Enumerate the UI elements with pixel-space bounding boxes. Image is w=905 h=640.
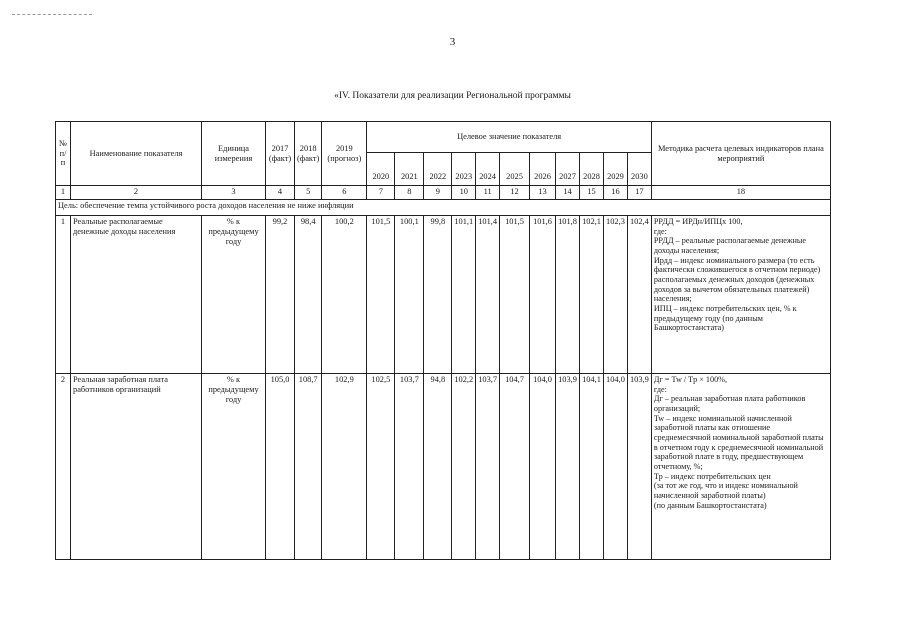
page-number: 3 [449, 36, 456, 48]
column-number: 8 [395, 186, 424, 200]
indicator-name: Реальная заработная плата работников организаций [71, 374, 202, 560]
header-unit: Единица измерения [202, 122, 266, 186]
header-year: 2021 [395, 153, 424, 186]
value-cell: 104,0 [604, 374, 628, 560]
header-num: № п/п [56, 122, 71, 186]
column-number: 14 [556, 186, 580, 200]
column-numbers-row [56, 186, 831, 200]
header-year: 2026 [530, 153, 556, 186]
method-line: Тр – индекс потребительских цен [653, 471, 771, 481]
header-name: Наименование показателя [71, 122, 202, 186]
header-2019: 2019 (прогноз) [322, 122, 367, 186]
method-line: Ирдд – индекс номинального размера (то есть фактически сложившегося в отчетном периоде) располагаемых денежных доходов (денежных доходов за вычетом обязательных платежей) населения; [653, 255, 821, 304]
method-line: Дг = Tw / Tp × 100%, [653, 375, 728, 384]
column-number: 18 [651, 186, 830, 200]
table-row [56, 216, 831, 374]
value-cell: 101,8 [556, 216, 580, 374]
column-number: 17 [627, 186, 651, 200]
method-line: ИПЦ – индекс потребительских цен, % к предыдущему году (по данным Башкортостанстата) [653, 304, 797, 333]
header-year: 2027 [556, 153, 580, 186]
method-line: РРДД – реальные располагаемые денежные доходы населения; [653, 236, 807, 256]
value-cell: 103,9 [627, 374, 651, 560]
value-cell: 101,4 [476, 216, 500, 374]
value-cell: 103,7 [395, 374, 424, 560]
row-number: 2 [56, 374, 71, 560]
header-2018: 2018 (факт) [295, 122, 322, 186]
column-number: 10 [452, 186, 476, 200]
column-number: 2 [71, 186, 202, 200]
method-cell [651, 216, 830, 374]
value-cell: 102,4 [627, 216, 651, 374]
value-cell: 103,7 [476, 374, 500, 560]
row-number: 1 [56, 216, 71, 374]
value-cell: 102,1 [580, 216, 604, 374]
method-line: РРДД = ИРДн/ИПЦх 100, [653, 217, 743, 226]
method-line: (за тот же год, что и индекс номинальной начисленной заработной платы) [653, 481, 798, 501]
value-cell: 108,7 [295, 374, 322, 560]
value-cell: 105,0 [266, 374, 295, 560]
header-row [56, 122, 831, 153]
value-cell: 104,7 [500, 374, 530, 560]
header-year: 2020 [367, 153, 395, 186]
column-number: 3 [202, 186, 266, 200]
header-year: 2028 [580, 153, 604, 186]
header-target: Целевое значение показателя [367, 122, 652, 153]
header-method: Методика расчета целевых индикаторов плана мероприятий [651, 122, 830, 186]
goal-text: Цель: обеспечение темпа устойчивого роста доходов населения не ниже инфляции [56, 200, 831, 216]
value-cell: 101,5 [367, 216, 395, 374]
value-cell: 100,1 [395, 216, 424, 374]
method-line: Tw – индекс номинальной начисленной заработной платы как отношение среднемесячной номинальной заработной платы в отчетном году к среднемесячной номинальной заработной плате в году, предшествующем отчетному, %; [653, 413, 824, 472]
scan-mark [12, 14, 92, 17]
header-2017: 2017 (факт) [266, 122, 295, 186]
section-title: «IV. Показатели для реализации Региональной программы [334, 91, 571, 101]
header-year: 2022 [424, 153, 452, 186]
method-line: где: [653, 226, 667, 236]
value-cell: 104,1 [580, 374, 604, 560]
goal-row [56, 200, 831, 216]
method-line: Дг – реальная заработная плата работников организаций; [653, 394, 806, 414]
header-year: 2025 [500, 153, 530, 186]
indicator-name: Реальные располагаемые денежные доходы населения [71, 216, 202, 374]
column-number: 13 [530, 186, 556, 200]
header-year: 2023 [452, 153, 476, 186]
value-cell: 102,5 [367, 374, 395, 560]
method-line: где: [653, 384, 667, 394]
value-cell: 101,6 [530, 216, 556, 374]
column-number: 12 [500, 186, 530, 200]
column-number: 9 [424, 186, 452, 200]
column-number: 6 [322, 186, 367, 200]
header-year: 2029 [604, 153, 628, 186]
column-number: 16 [604, 186, 628, 200]
value-cell: 104,0 [530, 374, 556, 560]
value-cell: 99,8 [424, 216, 452, 374]
column-number: 15 [580, 186, 604, 200]
column-number: 7 [367, 186, 395, 200]
value-cell: 98,4 [295, 216, 322, 374]
method-line: (по данным Башкортостанстата) [653, 500, 767, 510]
header-year: 2024 [476, 153, 500, 186]
value-cell: 99,2 [266, 216, 295, 374]
unit-cell: % к предыдущему году [202, 374, 266, 560]
method-cell [651, 374, 830, 560]
indicators-table [55, 121, 831, 560]
table-row [56, 374, 831, 560]
header-year: 2030 [627, 153, 651, 186]
column-number: 4 [266, 186, 295, 200]
value-cell: 94,8 [424, 374, 452, 560]
column-number: 11 [476, 186, 500, 200]
value-cell: 101,1 [452, 216, 476, 374]
value-cell: 101,5 [500, 216, 530, 374]
value-cell: 102,9 [322, 374, 367, 560]
unit-cell: % к предыдущему году [202, 216, 266, 374]
value-cell: 102,2 [452, 374, 476, 560]
value-cell: 102,3 [604, 216, 628, 374]
value-cell: 103,9 [556, 374, 580, 560]
value-cell: 100,2 [322, 216, 367, 374]
column-number: 1 [56, 186, 71, 200]
column-number: 5 [295, 186, 322, 200]
